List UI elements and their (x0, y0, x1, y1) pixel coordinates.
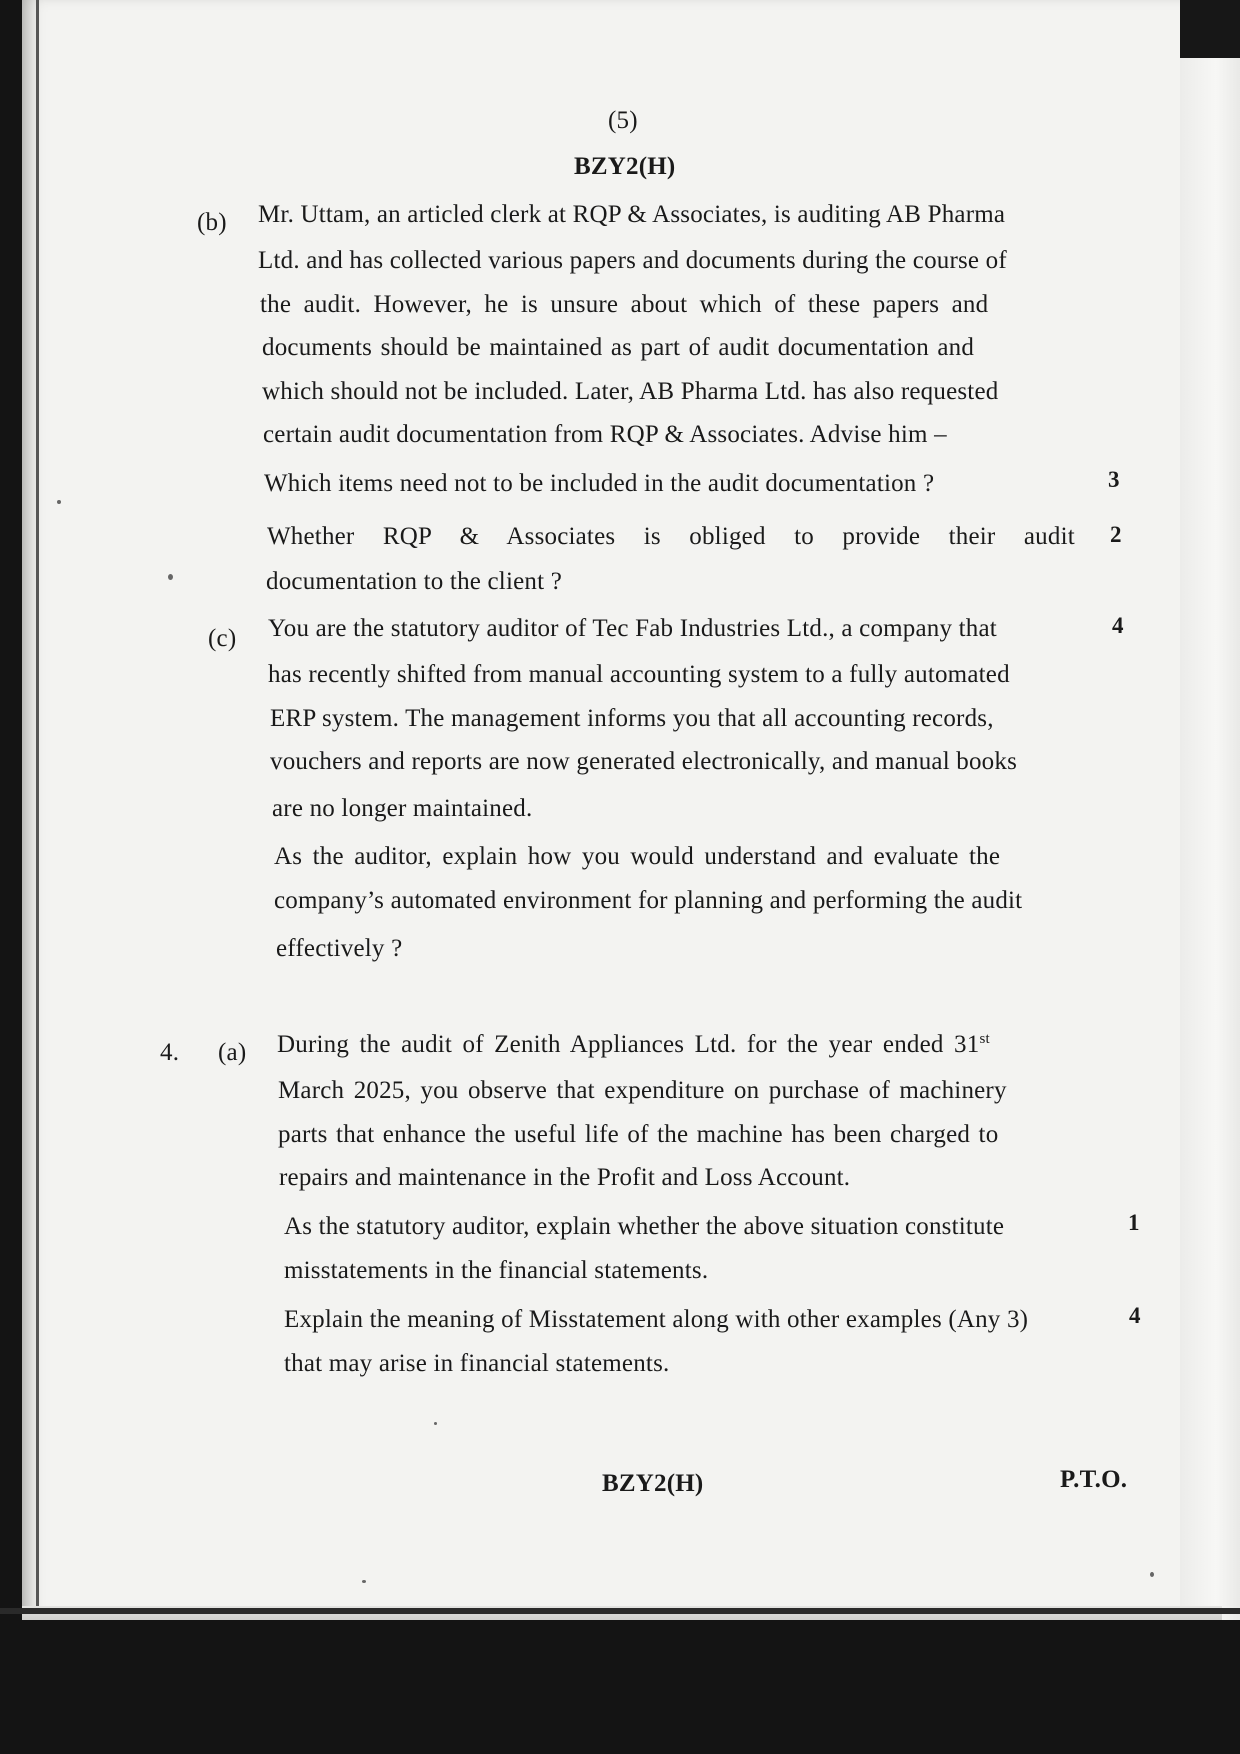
q4a-line: parts that enhance the useful life of the machine has been charged to (278, 1121, 999, 1148)
marks-3: 3 (1108, 467, 1120, 492)
q3c-line: vouchers and reports are now generated electronically, and manual books (270, 748, 1018, 775)
q3b-sub2-cont: documentation to the client ? (266, 568, 562, 595)
q3b-line: documents should be maintained as part of audit documentation and (262, 334, 975, 361)
q4a-line: During the audit of Zenith Appliances Ltd. for the year ended 31st (277, 1031, 990, 1058)
q4a-line: March 2025, you observe that expenditure on purchase of machinery (278, 1077, 1007, 1104)
q4a-line: repairs and maintenance in the Profit and Loss Account. (279, 1164, 851, 1191)
pto-label: P.T.O. (1060, 1466, 1128, 1493)
scan-speck (434, 1422, 437, 1425)
question-label-a: (a) (218, 1039, 247, 1066)
marks-4: 4 (1112, 613, 1124, 638)
q3b-sub1: Which items need not to be included in the audit documentation ? (264, 470, 935, 497)
q3c-line: has recently shifted from manual accounting system to a fully automated (268, 661, 1010, 688)
question-number-4: 4. (160, 1039, 180, 1066)
q3c-para2: company’s automated environment for planning and performing the audit (274, 887, 1023, 914)
marks-2: 2 (1110, 522, 1122, 547)
scan-speck (362, 1580, 366, 1583)
page-right-margin (1180, 0, 1240, 1620)
q3b-sub2: Whether RQP & Associates is obliged to provide their audit (267, 523, 1075, 550)
marks-4-b: 4 (1129, 1303, 1141, 1328)
q3c-line: ERP system. The management informs you that all accounting records, (270, 705, 994, 732)
q3b-line: the audit. However, he is unsure about which of these papers and (260, 291, 989, 318)
question-label-c: (c) (208, 625, 237, 652)
q3b-line: certain audit documentation from RQP & Associates. Advise him – (263, 421, 947, 448)
paper-code-footer: BZY2(H) (602, 1470, 704, 1497)
q4a-sub1: As the statutory auditor, explain whether the above situation constitute (284, 1213, 1005, 1240)
q3b-line: Ltd. and has collected various papers and documents during the course of (258, 247, 1007, 274)
q3c-para2: As the auditor, explain how you would understand and evaluate the (274, 843, 1001, 870)
scan-speck (57, 500, 61, 504)
q3c-line: You are the statutory auditor of Tec Fab Industries Ltd., a company that (268, 615, 997, 642)
scan-speck (168, 574, 173, 580)
q4a-sub2-cont: that may arise in financial statements. (284, 1350, 670, 1377)
q4a-sub2: Explain the meaning of Misstatement along with other examples (Any 3) (284, 1306, 1029, 1333)
scan-speck (1150, 1572, 1154, 1577)
paper-code-header: BZY2(H) (574, 153, 676, 180)
left-binding-edge (36, 0, 39, 1620)
q3b-line: Mr. Uttam, an articled clerk at RQP & Associates, is auditing AB Pharma (258, 201, 1006, 228)
question-label-b: (b) (197, 209, 227, 236)
page-number: (5) (608, 107, 638, 134)
q3c-para2: effectively ? (276, 935, 403, 962)
scanner-shadow (0, 1608, 1240, 1614)
marks-1: 1 (1128, 1210, 1140, 1235)
q4a-sub1-cont: misstatements in the financial statements. (284, 1257, 709, 1284)
q3b-line: which should not be included. Later, AB Pharma Ltd. has also requested (262, 378, 999, 405)
binding-tab (1180, 0, 1240, 58)
q3c-line: are no longer maintained. (272, 795, 533, 822)
